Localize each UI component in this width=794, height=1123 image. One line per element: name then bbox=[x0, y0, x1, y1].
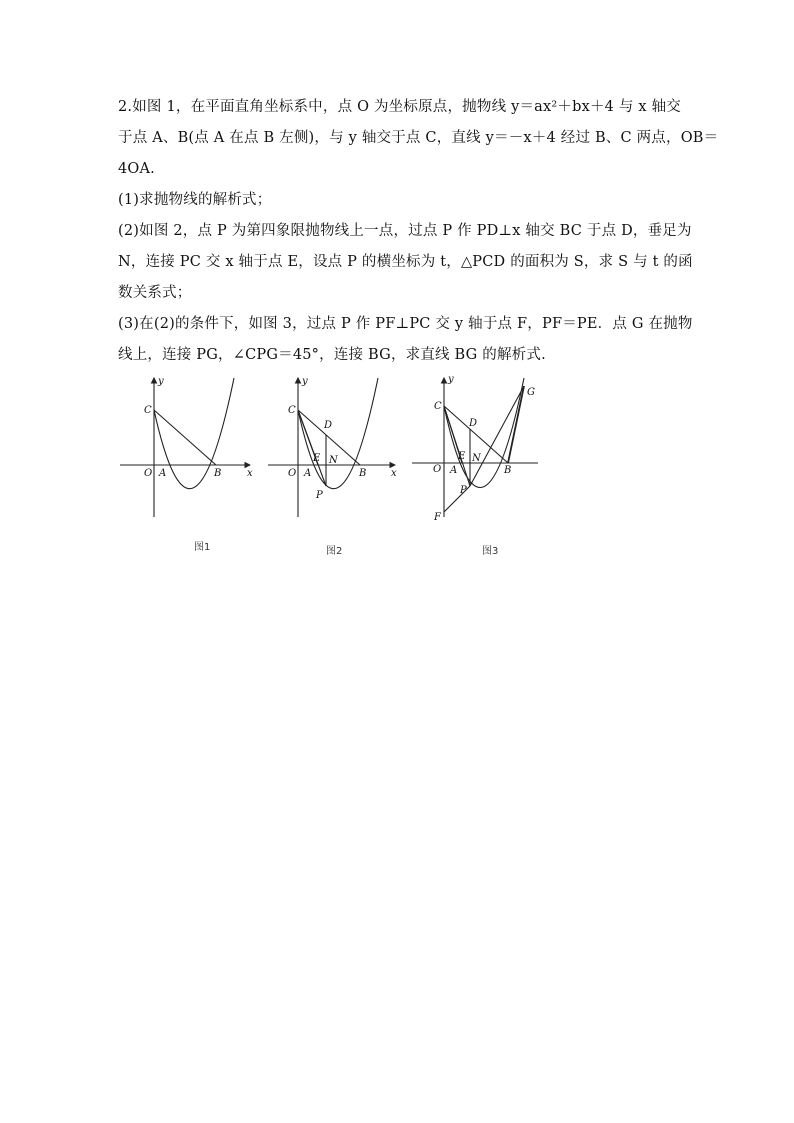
figure-2 bbox=[268, 378, 395, 517]
label-o: O bbox=[144, 468, 153, 479]
figures-svg bbox=[110, 372, 550, 557]
label-a: A bbox=[159, 468, 167, 479]
label-n: N bbox=[472, 453, 481, 464]
problem-line: 2.如图 1，在平面直角坐标系中，点 O 为坐标原点，抛物线 y＝ax²＋bx＋4 与 x 轴交 bbox=[118, 99, 681, 115]
label-c: C bbox=[434, 401, 442, 412]
label-o: O bbox=[433, 464, 442, 475]
label-e: E bbox=[313, 453, 321, 464]
line-bg bbox=[508, 386, 524, 463]
label-a: A bbox=[450, 465, 458, 476]
label-c: C bbox=[144, 405, 152, 416]
label-d: D bbox=[469, 418, 478, 429]
label-b: B bbox=[359, 468, 367, 479]
problem-text bbox=[118, 92, 719, 371]
label-y: y bbox=[302, 376, 308, 387]
line-bc bbox=[154, 410, 216, 465]
label-y: y bbox=[158, 376, 164, 387]
label-p: P bbox=[460, 485, 467, 496]
label-b: B bbox=[214, 468, 222, 479]
label-o: O bbox=[288, 468, 297, 479]
question-2: (2)如图 2，点 P 为第四象限抛物线上一点，过点 P 作 PD⊥x 轴交 BC 于点 D，垂足为 bbox=[118, 223, 692, 239]
question-3: (3)在(2)的条件下，如图 3，过点 P 作 PF⊥PC 交 y 轴于点 F，PF＝PE．点 G 在抛物 bbox=[118, 316, 693, 332]
question-2-cont: 数关系式； bbox=[118, 285, 192, 301]
figures-row bbox=[110, 372, 550, 557]
label-d: D bbox=[324, 420, 333, 431]
label-c: C bbox=[288, 405, 296, 416]
label-n: N bbox=[329, 455, 338, 466]
question-1: (1)求抛物线的解析式； bbox=[118, 192, 272, 208]
figure-3-caption: 图3 bbox=[482, 546, 499, 557]
label-a: A bbox=[304, 468, 312, 479]
problem-line: 4OA. bbox=[118, 161, 155, 177]
figure-1 bbox=[120, 378, 250, 517]
label-g: G bbox=[527, 387, 535, 398]
label-x: x bbox=[247, 468, 253, 479]
label-x: x bbox=[391, 468, 397, 479]
figure-1-caption: 图1 bbox=[194, 542, 211, 553]
label-y: y bbox=[448, 374, 454, 385]
question-2-cont: N，连接 PC 交 x 轴于点 E，设点 P 的横坐标为 t，△PCD 的面积为 S，求 S 与 t 的函 bbox=[118, 254, 693, 270]
label-b: B bbox=[504, 465, 512, 476]
problem-line: 于点 A、B(点 A 在点 B 左侧)，与 y 轴交于点 C，直线 y＝－x＋4 经过 B、C 两点，OB＝ bbox=[118, 130, 719, 146]
question-3-cont: 线上，连接 PG，∠CPG＝45°，连接 BG，求直线 BG 的解析式. bbox=[118, 347, 546, 363]
label-e: E bbox=[458, 451, 466, 462]
figure-3 bbox=[412, 378, 538, 517]
label-p: P bbox=[316, 490, 323, 501]
figure-2-caption: 图2 bbox=[326, 546, 343, 557]
label-f: F bbox=[434, 512, 441, 523]
